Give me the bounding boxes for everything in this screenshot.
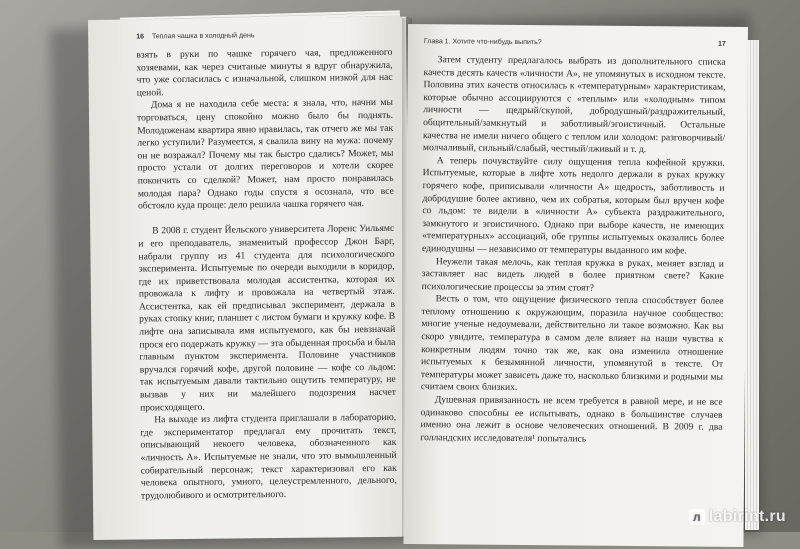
paragraph: взять в руки по чашке горячего чая, предложенного хозяевами, как через считаные минуты я вдруг обнаружила, что уже соглаcилась с изначальной, слишком низкой для нас ценой.: [136, 46, 393, 99]
left-running-head: [136, 29, 392, 42]
paragraph: А теперь почувствуйте силу ощущения тепла кофейной кружки. Испытуемые, которые в лифте хоть недолго держали в руках кружку горячего кофе, приписывали «личности А» щедрость, заботливость и добродушие более активно, чем их собратья, которым был вручен кофе со льдом: те видели в «личности А» субъекта раздражительного, замкнутого и эгоистичного. Однако при выборе качеств, не имеющих «температурных» ассоциаций, обе группы испытуемых оказались более единодушны — независимо от температуры выданного им кофе.: [421, 155, 725, 257]
paragraph: Затем студенту предлагалось выбрать из дополнительного списка качеств десять качеств «личности А», не упомянутых в исходном тексте. Половина этих качеств относилась к «температурным» характеристикам, которые обычно ассоциируются с «теплым» или «холодным» типом личности — щедрый/скупой, добродушный/раздражительный, общительный/замкнутый и заботливый/эгоистичный. Остальные качества не имели ничего общего с теплом или холодом: разговорчивый/молчаливый, сильный/слабый, честный/лживый и т. д.: [422, 54, 726, 156]
right-page-number: 17: [718, 40, 726, 48]
paragraph: Неужели такая мелочь, как теплая кружка в руках, меняет взгляд и заставляет нас видеть людей в более приятном свете? Какие психологические процессы за этим стоят?: [421, 255, 724, 294]
right-page-text: [420, 54, 725, 447]
paragraph: На выходе из лифта студента приглашали в лабораторию, где экспериментатор предлагал ему прочитать текст, описывающий некоего человека, обозначенного как «личность А». Испытуемые не знали, что это вымышленный собирательный персонаж; текст характеризовал его как человека опытного, умного, целеустремленного, дельного, трудолюбивого и осмотрительного.: [140, 412, 397, 502]
right-running-head: [424, 36, 726, 49]
paragraph: Дома я не находила себе места: я знала, что, начни мы торговаться, цену спокойно можно было бы поднять. Молодоженам квартира явно нравилась, так отчего же мы так легко уступили? Разумеется, я свалила вину на мужа: почему он не возражал? Почему мы так быстро сдались? Может, мы просто устали от долгих переговоров и хотели скорее покончить со сделкой? Может, нам просто понравилась молодая пара? Однако годы спустя я осознала, что все обстояло куда проще: дело решила чашка горячего чая.: [136, 97, 394, 212]
labirint-watermark: [689, 508, 786, 526]
left-page-number: 16: [136, 32, 145, 40]
left-running-title: Теплая чашка в холодный день: [151, 31, 255, 40]
paragraph: В 2008 г. студент Йельского университета Лоренс Уильямс и его преподаватель, знаменитый профессор Джон Барг, набрали группу из 41 студента для психологического эксперимента. Испытуемые по очереди выходили в коридор, где их приветствовала молодая ассистентка, которая их провожала к лифту и провожала на четвертый этаж. Ассистентка, как ей предписывал эксперимент, держала в руках стопку книг, планшет с листом бумаги и кружку кофе. В лифте она записывала имя испытуемого, как бы невзначай прося его подержать кружку — эта обыденная просьба и была главным пунктом эксперимента. Половине участников вручался горячий кофе, другой половине — кофе со льдом: так испытуемым давали тактильно ощутить температуру, не вызвав у них ни малейшего подозрения насчет происходящего.: [138, 223, 396, 414]
paragraph: Душевная привязанность не всем требуется в равной мере, и не все одинаково способны ее испытывать, однако в большинстве случаев именно она лежит в основе человеческих отношений. В 2009 г. два голландских исследователя¹ попытались: [420, 394, 723, 445]
labirint-logo-icon: л: [689, 509, 705, 525]
paragraph: Весть о том, что ощущение физического тепла способствует более теплому отношению к окружающим, поразила научное сообщество: многие ученые недоумевали, действительно ли такое возможно. Как вы скоро увидите, температура в самом деле влияет на наши чувства к конкретным людям точно так же, как она изменила отношение испытуемых к безымянной личности, упомянутой в тексте. От температуры может зависеть даже то, насколько близкими и родными мы считаем своих близких.: [420, 293, 724, 394]
watermark-text: labirint.ru: [708, 508, 786, 525]
right-page: [403, 24, 748, 547]
left-page-text: [136, 47, 397, 503]
left-page: [88, 17, 411, 540]
right-running-title: Глава 1. Хотите что-нибудь выпить?: [423, 37, 542, 46]
